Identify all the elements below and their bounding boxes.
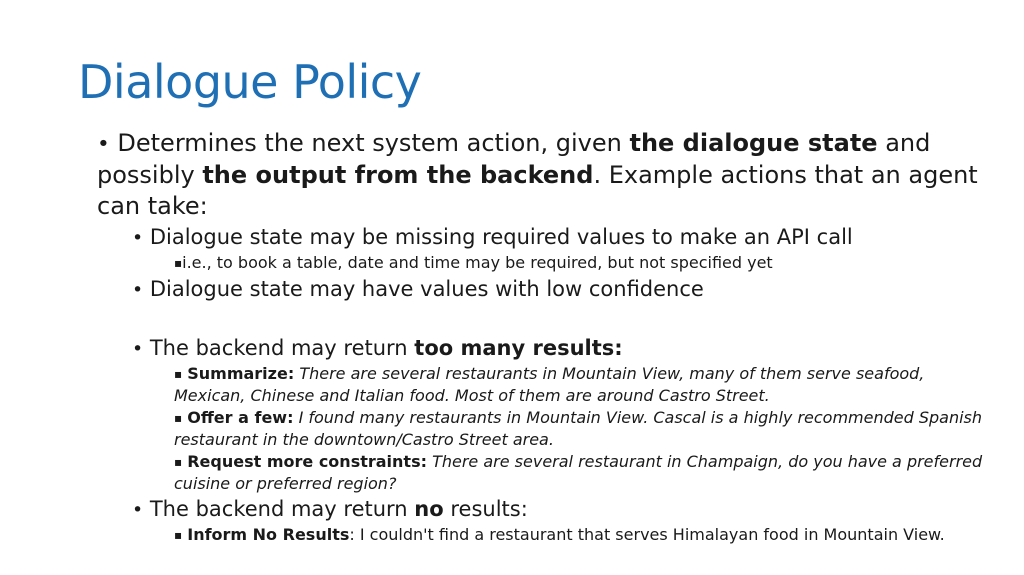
square-bullet: ▪ (174, 411, 183, 425)
sub-bullet-no-results (132, 496, 997, 523)
bullet-dot: • (132, 499, 144, 521)
sub-sub-bullet-example (174, 252, 997, 274)
sub-bullet-low-confidence (132, 276, 997, 303)
square-bullet: ▪ (174, 528, 183, 542)
item-summarize (174, 363, 997, 406)
spacer (97, 303, 997, 333)
bold-label: Summarize: (187, 364, 295, 383)
sub-bullet-too-many-results (132, 335, 997, 362)
bold-text: the output from the backend (202, 161, 594, 189)
bullet-dot: • (97, 132, 110, 157)
square-bullet: ▪ (174, 256, 183, 270)
bullet-dot: • (132, 338, 144, 360)
text: Dialogue state may be missing required values to make an API call (149, 225, 853, 249)
bold-label: Request more constraints: (187, 452, 427, 471)
bold-text: the dialogue state (629, 129, 878, 157)
text: The backend may return (149, 336, 415, 360)
item-request-constraints (174, 451, 997, 494)
item-offer-a-few (174, 407, 997, 450)
bullet-dot: • (132, 279, 144, 301)
text: . Example actions that an agent can take: (97, 161, 978, 220)
bold-label: Offer a few: (187, 408, 294, 427)
bold-label: Inform No Results (187, 525, 350, 544)
text: Dialogue state may have values with low confidence (149, 277, 704, 301)
italic-example: There are several restaurant in Champaign, do you have a preferred cuisine or preferred region? (174, 452, 983, 493)
text: results: (443, 497, 528, 521)
bold-text: no (414, 497, 444, 521)
sub-bullet-missing-values (132, 224, 997, 251)
text: and possibly (97, 129, 931, 189)
italic-example: There are several restaurants in Mountain View, many of them serve seafood, Mexican, Chinese and Italian food. Most of them are around Castro Street. (174, 364, 925, 405)
slide-body (97, 128, 997, 546)
square-bullet: ▪ (174, 455, 183, 469)
bold-text: too many results: (414, 336, 623, 360)
slide-title: Dialogue Policy (78, 55, 422, 109)
text: The backend may return (149, 497, 415, 521)
square-bullet: ▪ (174, 367, 183, 381)
text: : I couldn't find a restaurant that serves Himalayan food in Mountain View. (349, 525, 945, 544)
item-inform-no-results (174, 524, 997, 546)
italic-example: I found many restaurants in Mountain View. Cascal is a highly recommended Spanish restaurant in the downtown/Castro Street area. (174, 408, 983, 449)
bullet-determines-action (97, 128, 997, 222)
bullet-dot: • (132, 227, 144, 249)
text: Determines the next system action, given (117, 129, 630, 157)
text: i.e., to book a table, date and time may be required, but not specified yet (182, 253, 773, 272)
